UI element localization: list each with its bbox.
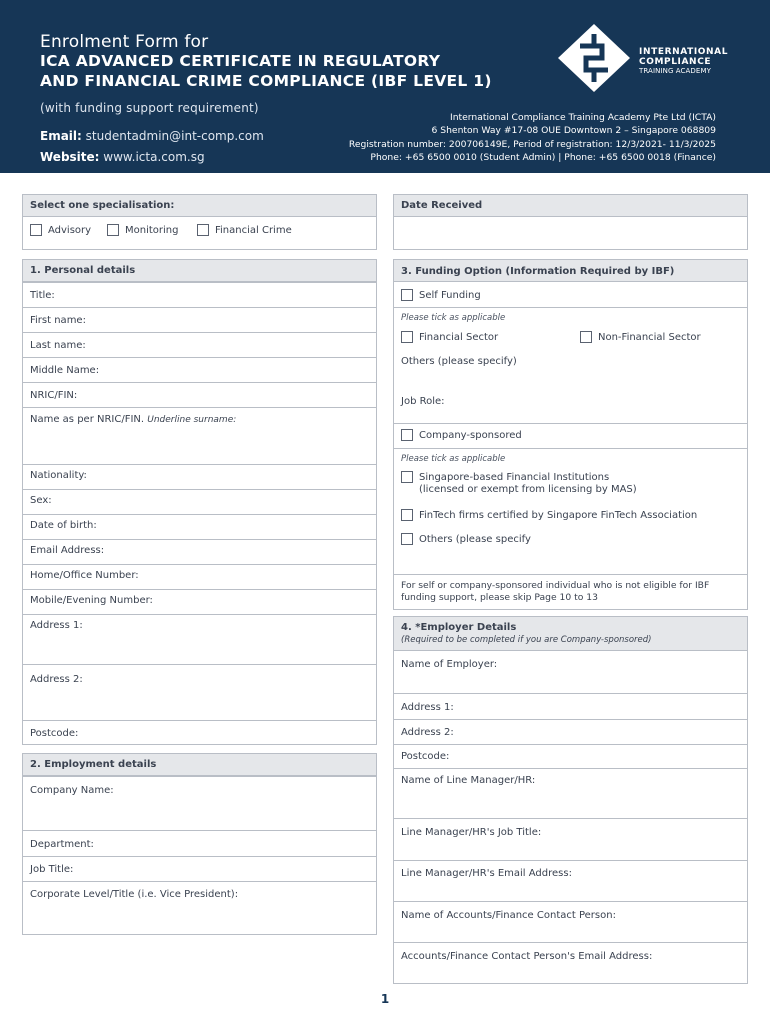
skip-note-line-2: funding support, please skip Page 10 to 13 — [401, 592, 599, 603]
specialisation-heading: Select one specialisation: — [23, 195, 376, 217]
org-registration: Registration number: 200706149E, Period of registration: 12/3/2021- 11/3/2025 — [348, 138, 716, 150]
contact-email — [40, 129, 264, 143]
title-field[interactable] — [23, 282, 376, 307]
others-sponsored-checkbox[interactable] — [401, 533, 413, 545]
line-manager-job-title-field[interactable] — [394, 818, 747, 860]
accounts-email-field[interactable] — [394, 942, 747, 984]
employment-details-heading: 2. Employment details — [23, 754, 376, 776]
non-financial-sector-label: Non-Financial Sector — [598, 332, 701, 343]
nationality-field[interactable] — [23, 464, 376, 489]
financial-crime-checkbox[interactable] — [197, 224, 209, 236]
logo-word-1: INTERNATIONAL — [639, 47, 729, 57]
monitoring-label: Monitoring — [125, 225, 179, 236]
advisory-checkbox[interactable] — [30, 224, 42, 236]
employer-address-1-field[interactable] — [394, 693, 747, 719]
employer-heading-text: 4. *Employer Details — [401, 622, 517, 633]
name-as-per-nric-field[interactable] — [23, 407, 376, 464]
org-address: 6 Shenton Way #17-08 OUE Downtown 2 – Singapore 068809 — [431, 125, 716, 137]
sex-field[interactable] — [23, 489, 376, 514]
department-field[interactable] — [23, 830, 376, 856]
self-funding-checkbox[interactable] — [401, 289, 413, 301]
form-title-prefix: Enrolment Form for — [40, 32, 209, 52]
last-name-field[interactable] — [23, 332, 376, 357]
tick-applicable-note-1: Please tick as applicable — [401, 313, 506, 323]
sg-fi-line-2: (licensed or exempt from licensing by MAS) — [419, 484, 637, 495]
accounts-contact-label: Name of Accounts/Finance Contact Person: — [401, 910, 616, 921]
nationality-label: Nationality: — [30, 470, 87, 481]
personal-details-heading: 1. Personal details — [23, 260, 376, 282]
page-number: 1 — [380, 992, 390, 1006]
employment-details-box — [22, 753, 377, 935]
financial-sector-checkbox[interactable] — [401, 331, 413, 343]
organisation-details — [296, 111, 716, 165]
form-title-line-2: AND FINANCIAL CRIME COMPLIANCE (IBF LEVEL 1) — [40, 72, 492, 90]
fintech-label: FinTech firms certified by Singapore FinTech Association — [419, 510, 698, 521]
divider — [394, 423, 747, 424]
line-manager-email-label: Line Manager/HR's Email Address: — [401, 868, 572, 879]
monitoring-checkbox[interactable] — [107, 224, 119, 236]
title-label: Title: — [30, 290, 55, 301]
divider — [394, 448, 747, 449]
employer-details-heading — [394, 617, 747, 651]
logo-wordmark — [639, 48, 728, 77]
nric-field[interactable] — [23, 382, 376, 407]
others-specify-label: Others (please specify) — [401, 356, 517, 367]
skip-pages-note — [401, 580, 709, 604]
home-office-label: Home/Office Number: — [30, 570, 139, 581]
logo-word-3: TRAINING ACADEMY — [639, 67, 711, 75]
dob-label: Date of birth: — [30, 520, 97, 531]
website-link[interactable]: www.icta.com.sg — [103, 150, 205, 164]
divider — [394, 574, 747, 575]
skip-note-line-1: For self or company-sponsored individual who is not eligible for IBF — [401, 580, 710, 591]
date-received-box — [393, 194, 748, 250]
employer-subheading: (Required to be completed if you are Company-sponsored) — [401, 635, 652, 645]
line-manager-field[interactable] — [394, 768, 747, 818]
name-as-per-nric-label — [30, 414, 236, 425]
funding-requirement-note: (with funding support requirement) — [40, 101, 259, 115]
underline-surname-note: Underline surname: — [147, 415, 237, 425]
others-specify-field[interactable] — [394, 375, 747, 415]
self-funding-label: Self Funding — [419, 290, 481, 301]
employer-address-2-label: Address 2: — [401, 727, 454, 738]
dob-field[interactable] — [23, 514, 376, 539]
sg-financial-institutions-label — [419, 472, 637, 496]
logo-word-2: COMPLIANCE — [639, 56, 712, 67]
company-sponsored-checkbox[interactable] — [401, 429, 413, 441]
accounts-email-label: Accounts/Finance Contact Person's Email Address: — [401, 951, 653, 962]
job-title-field[interactable] — [23, 856, 376, 881]
mobile-label: Mobile/Evening Number: — [30, 595, 153, 606]
middle-name-field[interactable] — [23, 357, 376, 382]
postcode-label: Postcode: — [30, 728, 79, 739]
job-role-label: Job Role: — [401, 396, 445, 407]
org-name: International Compliance Training Academy Pte Ltd (ICTA) — [450, 112, 716, 123]
address-1-field[interactable] — [23, 614, 376, 664]
sg-financial-institutions-checkbox[interactable] — [401, 471, 413, 483]
date-received-field[interactable] — [394, 218, 747, 249]
employer-name-field[interactable] — [394, 651, 747, 693]
non-financial-sector-checkbox[interactable] — [580, 331, 592, 343]
employer-postcode-field[interactable] — [394, 744, 747, 768]
mobile-field[interactable] — [23, 589, 376, 614]
employer-postcode-label: Postcode: — [401, 751, 450, 762]
date-received-heading: Date Received — [394, 195, 747, 217]
address-2-field[interactable] — [23, 664, 376, 720]
icta-logo-icon — [556, 22, 632, 94]
funding-option-box — [393, 259, 748, 610]
page-header — [0, 0, 770, 173]
advisory-label: Advisory — [48, 225, 92, 236]
corporate-level-label: Corporate Level/Title (i.e. Vice President): — [30, 889, 239, 900]
line-manager-job-title-label: Line Manager/HR's Job Title: — [401, 827, 542, 838]
company-name-field[interactable] — [23, 776, 376, 830]
email-link[interactable]: studentadmin@int-comp.com — [85, 129, 264, 143]
sex-label: Sex: — [30, 495, 52, 506]
address-2-label: Address 2: — [30, 674, 83, 685]
personal-details-box — [22, 259, 377, 745]
employer-name-label: Name of Employer: — [401, 659, 498, 670]
fintech-checkbox[interactable] — [401, 509, 413, 521]
company-sponsored-label: Company-sponsored — [419, 430, 522, 441]
first-name-label: First name: — [30, 315, 86, 326]
accounts-contact-field[interactable] — [394, 901, 747, 942]
home-office-field[interactable] — [23, 564, 376, 589]
employer-address-1-label: Address 1: — [401, 702, 454, 713]
email-label: Email: — [40, 129, 82, 143]
line-manager-label: Name of Line Manager/HR: — [401, 775, 536, 786]
job-title-label: Job Title: — [30, 864, 74, 875]
postcode-field[interactable] — [23, 720, 376, 745]
divider — [394, 307, 747, 308]
funding-option-heading: 3. Funding Option (Information Required by IBF) — [394, 260, 747, 282]
department-label: Department: — [30, 839, 94, 850]
corporate-level-field[interactable] — [23, 881, 376, 935]
specialisation-box — [22, 194, 377, 250]
company-name-label: Company Name: — [30, 785, 114, 796]
employer-address-2-field[interactable] — [394, 719, 747, 744]
financial-sector-label: Financial Sector — [419, 332, 499, 343]
org-phone: Phone: +65 6500 0010 (Student Admin) | Phone: +65 6500 0018 (Finance) — [370, 152, 716, 164]
first-name-field[interactable] — [23, 307, 376, 332]
website-label: Website: — [40, 150, 100, 164]
others-sponsored-label: Others (please specify — [419, 534, 531, 545]
contact-website — [40, 150, 205, 164]
address-1-label: Address 1: — [30, 620, 83, 631]
financial-crime-label: Financial Crime — [215, 225, 292, 236]
sg-fi-line-1: Singapore-based Financial Institutions — [419, 472, 610, 483]
form-title-line-1: ICA ADVANCED CERTIFICATE IN REGULATORY — [40, 52, 441, 70]
middle-name-label: Middle Name: — [30, 365, 100, 376]
email-field[interactable] — [23, 539, 376, 564]
email-address-label: Email Address: — [30, 545, 105, 556]
tick-applicable-note-2: Please tick as applicable — [401, 454, 506, 464]
line-manager-email-field[interactable] — [394, 860, 747, 901]
nric-label: NRIC/FIN: — [30, 390, 78, 401]
name-as-per-nric-text: Name as per NRIC/FIN. — [30, 414, 145, 425]
last-name-label: Last name: — [30, 340, 86, 351]
employer-details-box — [393, 616, 748, 984]
